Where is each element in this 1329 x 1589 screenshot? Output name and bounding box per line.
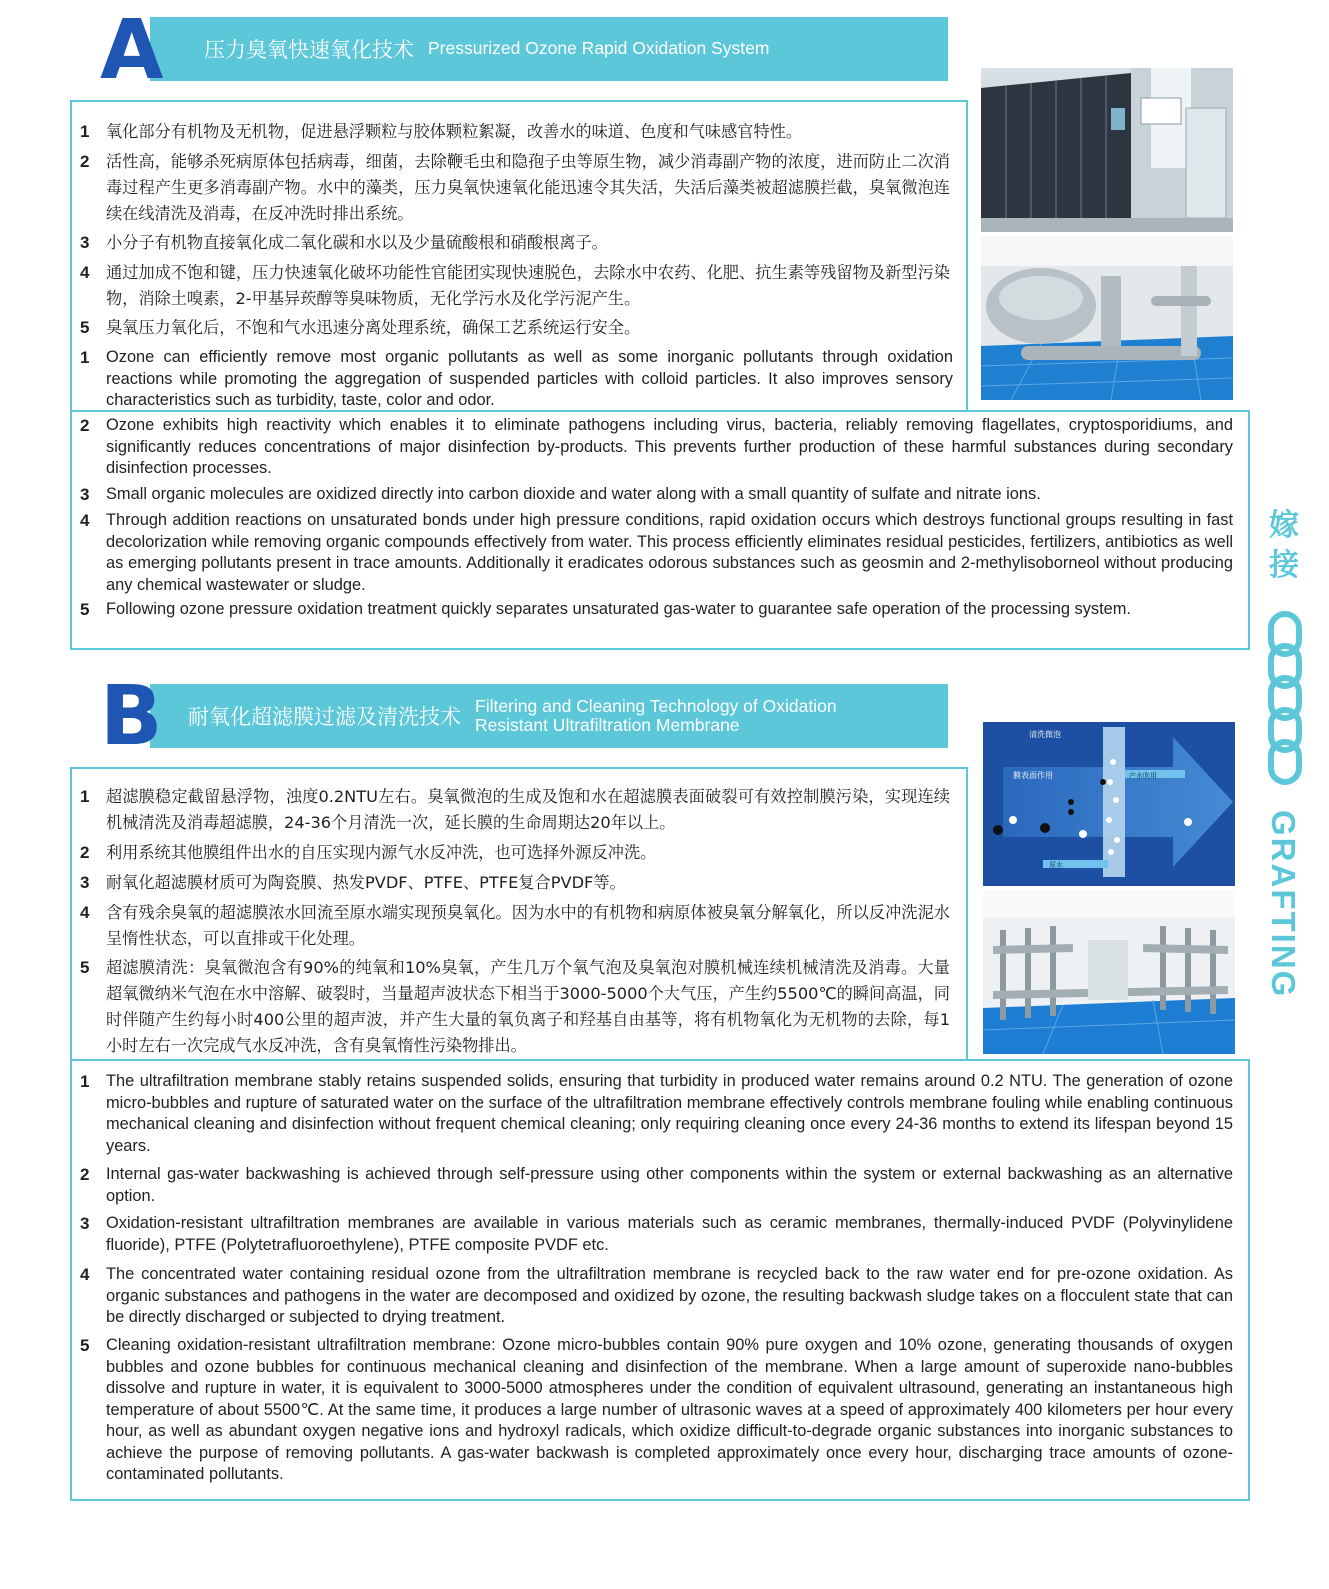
section-a-frame-step	[968, 410, 1250, 412]
section-b-letter: B	[100, 669, 163, 764]
diagram-label-cleaning: 清洗微泡	[1029, 730, 1061, 739]
list-item: 4 通过加成不饱和键，压力快速氧化破坏功能性官能团实现快速脱色，去除水中农药、化肥、抗生素等残留物及新型污染物，消除土嗅素，2-甲基异莰醇等臭味物质，无化学污水及化学污泥产生。	[80, 263, 950, 308]
side-zh-char-1: 嫁	[1269, 508, 1299, 543]
list-item: 5 臭氧压力氧化后，不饱和气水迅速分离处理系统，确保工艺系统运行安全。	[80, 318, 641, 337]
section-b-title-zh: 耐氧化超滤膜过滤及清洗技术	[188, 705, 461, 729]
section-a-title-zh: 压力臭氧快速氧化技术	[204, 38, 414, 62]
list-item: 5 超滤膜清洗：臭氧微泡含有90%的纯氧和10%臭氧，产生几万个氧气泡及臭氧泡对膜机械连续机械清洗及消毒。大量超氧微纳米气泡在水中溶解、破裂时，当量超声波状态下相当于3000-5000个大气压，产生约5500℃的瞬间高温，同时伴随产生约每小时400公里的超声波，并产生大量的氧负离子和羟基自由基等，将有机物氧化为无机物的去除，每1小时左右一次完成气水反冲洗，含有臭氧惰性污染物排出。	[80, 958, 950, 1055]
list-item: 4 Through addition reactions on unsaturated bonds under high pressure conditions, rapid oxidation occurs which destroys functional groups resulting in fast decolorization while removing organic compounds effectively from water. This process efficiently eliminates residual pesticides, fertilizers, antibiotics as well as emerging pollutants present in trace amounts. Additionally it eradicates odorous substances such as geosmin and 2-methylisoborneol without producing any chemical wastewater or sludge.	[80, 511, 1233, 594]
section-a-banner	[150, 17, 948, 81]
list-item: 1 氧化部分有机物及无机物，促进悬浮颗粒与胶体颗粒絮凝，改善水的味道、色度和气味感官特性。	[80, 122, 803, 141]
diagram-label-membrane: 膜表面作用	[1013, 771, 1053, 780]
chain-link-icon	[1265, 610, 1305, 785]
list-item: 4 含有残余臭氧的超滤膜浓水回流至原水端实现预臭氧化。因为水中的有机物和病原体被臭氧分解氧化，所以反冲洗泥水呈惰性状态，可以直排或干化处理。	[80, 903, 950, 948]
list-item: 2 Internal gas-water backwashing is achieved through self-pressure using other components within the system or external backwashing as an alternative option.	[80, 1165, 1233, 1205]
diagram-label-raw: 原水	[1049, 861, 1063, 869]
list-item: 5 Cleaning oxidation-resistant ultrafiltration membrane: Ozone micro-bubbles contain 90% pure oxygen and 10% ozone, generating thousands of oxygen bubbles and ozone bubbles for continuous mechanical cleaning and disinfection of the membrane. When a large amount of superoxide nano-bubbles dissolve and rupture in water, it is equivalent to 3000-5000 atmospheres under the condition of equivalent ultrasound, generating an instantaneous high temperature of about 5500℃. At the same time, it produces a large number of ultrasonic waves at a speed of approximately 400 kilometers per hour every hour, as well as abundant oxygen negative ions and hydroxyl radicals, which oxidize difficult-to-degrade organic substances into inorganic substances to achieve the purpose of removing pollutants. A gas-water backwash is completed approximately once every hour, discharging trace amounts of ozone-contaminated pollutants.	[80, 1336, 1233, 1483]
list-item: 3 Small organic molecules are oxidized directly into carbon dioxide and water along with a small quantity of sulfate and nitrate ions.	[80, 485, 1041, 504]
section-b-frame-step	[968, 1059, 1250, 1061]
list-item: 1 Ozone can efficiently remove most organic pollutants as well as some inorganic pollutants through oxidation reactions while promoting the aggregation of suspended particles with colloid particles. It also improves sensory characteristics such as turbidity, taste, color and odor.	[80, 348, 953, 409]
list-item: 3 耐氧化超滤膜材质可为陶瓷膜、热发PVDF、PTFE、PTFE复合PVDF等。	[80, 873, 626, 892]
section-a-title-en: Pressurized Ozone Rapid Oxidation System	[428, 38, 770, 59]
diagram-label-product: 产水吹用	[1129, 772, 1157, 780]
photo-control-cabinets	[981, 68, 1233, 232]
list-item: 4 The concentrated water containing residual ozone from the ultrafiltration membrane is recycled back to the raw water end for pre-ozone oxidation. As organic substances and pathogens in the water are decomposed and oxidized by ozone, the resulting backwash sludge takes on a flocculent state that can be directly discharged or subjected to drying treatment.	[80, 1265, 1233, 1326]
list-item: 1 超滤膜稳定截留悬浮物，浊度0.2NTU左右。臭氧微泡的生成及饱和水在超滤膜表面破裂可有效控制膜污染，实现连续机械清洗及消毒超滤膜，24-36个月清洗一次，延长膜的生命周期达20年以上。	[80, 787, 950, 832]
list-item: 3 小分子有机物直接氧化成二氧化碳和水以及少量硫酸根和硝酸根离子。	[80, 233, 608, 252]
section-b-title-en: Filtering and Cleaning Technology of Oxidation Resistant Ultrafiltration Membrane	[475, 695, 837, 735]
list-item: 2 活性高，能够杀死病原体包括病毒，细菌，去除鞭毛虫和隐孢子虫等原生物，减少消毒副产物的浓度，进而防止二次消毒过程产生更多消毒副产物。水中的藻类，压力臭氧快速氧化能迅速令其失活，失活后藻类被超滤膜拦截，臭氧微泡连续在线清洗及消毒，在反冲洗时排出系统。	[80, 152, 950, 223]
side-zh-char-2: 接	[1269, 548, 1299, 583]
membrane-diagram	[983, 722, 1235, 886]
side-en-grafting: GRAFTING	[1265, 810, 1302, 999]
list-item: 5 Following ozone pressure oxidation treatment quickly separates unsaturated gas-water to guarantee safe operation of the processing system.	[80, 600, 1131, 619]
list-item: 2 Ozone exhibits high reactivity which enables it to eliminate pathogens including virus, bacteria, reliably removing flagellates, cryptosporidiums, and significantly reduces concentrations of major disinfection by-products. This prevents further production of these harmful substances during secondary disinfection processes.	[80, 416, 1233, 477]
list-item: 1 The ultrafiltration membrane stably retains suspended solids, ensuring that turbidity in produced water remains around 0.2 NTU. The generation of ozone micro-bubbles and rupture of saturated water on the surface of the ultrafiltration membrane effectively controls membrane fouling while enabling continuous mechanical cleaning and disinfection without frequent chemical cleaning; only requiring cleaning once every 24-36 months to extend its lifespan beyond 15 years.	[80, 1072, 1233, 1155]
section-b-banner	[150, 684, 948, 748]
list-item: 2 利用系统其他膜组件出水的自压实现内源气水反冲洗，也可选择外源反冲洗。	[80, 843, 657, 862]
section-a-letter: A	[100, 3, 164, 98]
photo-membrane-hall	[983, 890, 1235, 1054]
photo-ozone-tanks	[981, 236, 1233, 400]
list-item: 3 Oxidation-resistant ultrafiltration membranes are available in various materials such as ceramic membranes, thermally-induced PVDF (Polyvinylidene fluoride), PTFE (Polytetrafluoroethylene), PTFE composite PVDF etc.	[80, 1214, 1233, 1254]
